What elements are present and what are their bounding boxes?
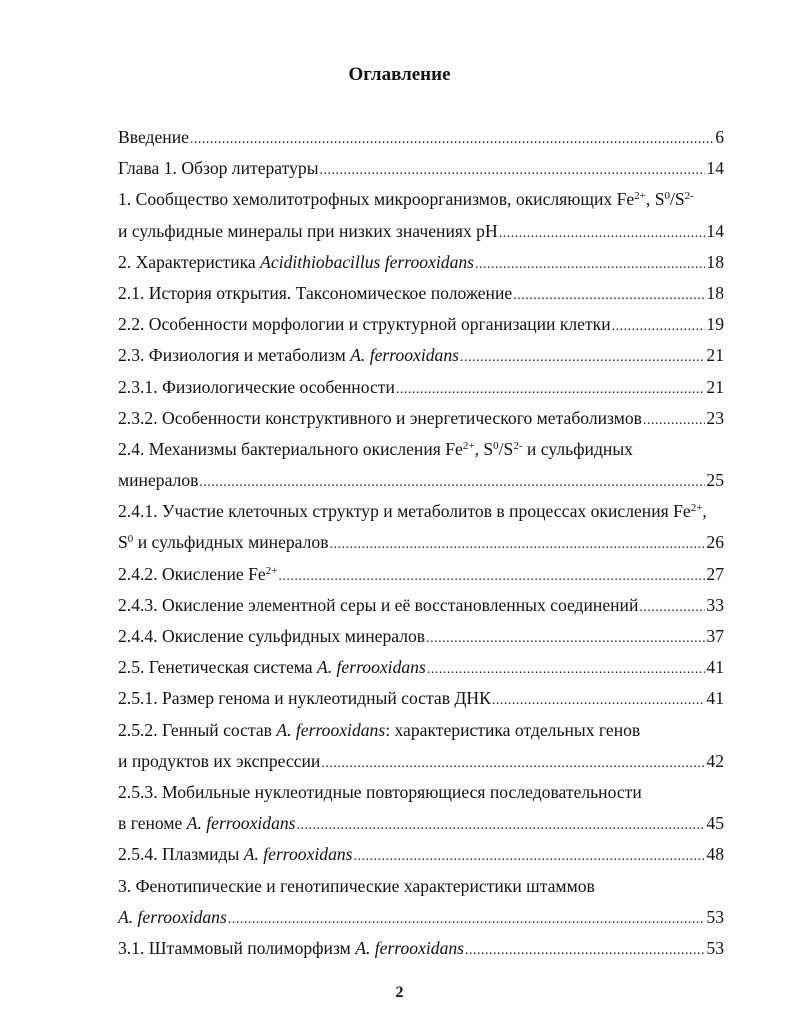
toc-entry-title — [118, 811, 296, 836]
toc-entry-title — [118, 281, 512, 306]
species-name: A. ferrooxidans — [243, 844, 353, 865]
toc-entry — [118, 749, 724, 780]
toc-text: 2.5.4. Плазмиды — [118, 844, 244, 865]
toc-page-number: 45 — [706, 813, 724, 834]
superscript: 2+ — [265, 564, 278, 577]
toc-entry — [118, 125, 724, 156]
dot-leader — [612, 314, 706, 339]
species-name: A. ferrooxidans — [118, 906, 227, 927]
toc-entry-title — [118, 905, 227, 930]
toc-page-number: 27 — [706, 563, 724, 584]
toc-entry-title — [118, 250, 474, 275]
toc-text: и сульфидных минералов — [133, 532, 329, 553]
toc-text: 2.4. Механизмы бактериального окисления Fe — [118, 438, 463, 459]
dot-leader — [190, 127, 714, 152]
dot-leader — [321, 751, 705, 776]
toc-entry-title — [118, 874, 595, 899]
toc-entry — [118, 780, 724, 811]
toc-entry — [118, 936, 724, 967]
toc-page-number: 26 — [706, 532, 724, 553]
toc-entry-title — [118, 718, 640, 743]
toc-page-number: 37 — [706, 626, 724, 646]
toc-text: , — [702, 501, 707, 522]
toc-page-number: 42 — [706, 750, 724, 771]
toc-entry — [118, 905, 724, 936]
toc-entry — [118, 343, 724, 374]
toc-text: 2.3. Физиология и метаболизм — [118, 345, 351, 366]
superscript: 2+ — [462, 439, 475, 452]
toc-text: в геноме — [118, 813, 187, 834]
toc-text: и сульфидные минералы при низких значениях pH — [118, 220, 498, 241]
toc-text: 2.5.1. Размер генома и нуклеотидный состав ДНК — [118, 688, 491, 709]
toc-page-number: 25 — [706, 470, 724, 491]
toc-text: 3. Фенотипические и генотипические характеристики штаммов — [118, 875, 595, 896]
toc-entry-title — [118, 593, 638, 618]
toc-text: 2.2. Особенности морфологии и структурной организации клетки — [118, 314, 611, 335]
species-name: A. ferrooxidans — [186, 813, 296, 834]
dot-leader — [427, 657, 706, 682]
toc-text: S — [118, 532, 128, 553]
toc-page-number: 14 — [706, 220, 724, 241]
toc-entry — [118, 375, 724, 406]
toc-entry — [118, 250, 724, 281]
toc-entry-title — [118, 686, 491, 711]
toc-page-number: 41 — [706, 657, 724, 678]
dot-leader — [639, 595, 705, 620]
toc-entry — [118, 437, 724, 468]
dot-leader — [396, 377, 706, 402]
toc-text: 2.5.2. Генный состав — [118, 719, 277, 740]
toc-entry — [118, 219, 724, 250]
toc-text: , S — [645, 189, 665, 210]
toc-text: минералов — [118, 470, 199, 491]
dot-leader — [320, 158, 706, 183]
species-name: A. ferrooxidans — [355, 937, 465, 958]
toc-text: 2.3.1. Физиологические особенности — [118, 376, 395, 397]
toc-page-number: 48 — [706, 844, 724, 865]
dot-leader — [426, 626, 705, 651]
toc-entry-title — [118, 468, 198, 493]
dot-leader — [228, 907, 706, 932]
species-name: Acidithiobacillus ferrooxidans — [260, 251, 475, 272]
superscript: 2- — [513, 439, 523, 452]
toc-entry-title — [118, 749, 320, 774]
toc-entry — [118, 499, 724, 530]
toc-entry-title — [118, 780, 642, 805]
table-of-contents — [118, 125, 724, 967]
toc-text: 2.4.4. Окисление сульфидных минералов — [118, 626, 426, 646]
toc-page-number: 41 — [706, 688, 724, 709]
toc-page-number: 53 — [706, 906, 724, 927]
toc-text: 2.5.3. Мобильные нуклеотидные повторяющиеся последовательности — [118, 781, 642, 802]
toc-page-number: 23 — [706, 407, 724, 428]
superscript: 0 — [493, 439, 499, 452]
toc-text: 1. Сообщество хемолитотрофных микроорганизмов, окисляющих Fe — [118, 189, 635, 210]
toc-entry — [118, 686, 724, 717]
toc-entry-title — [118, 375, 395, 400]
toc-text: 3.1. Штаммовый полиморфизм — [118, 937, 356, 958]
superscript: 0 — [127, 533, 134, 546]
toc-page-number: 19 — [706, 314, 724, 335]
species-name: A. ferrooxidans — [350, 345, 459, 366]
toc-entry-title — [118, 499, 707, 524]
toc-text: 2.5. Генетическая система — [118, 657, 317, 678]
toc-entry — [118, 874, 724, 905]
toc-text: и продуктов их экспрессии — [118, 750, 321, 771]
toc-page-number: 33 — [706, 594, 724, 615]
dot-leader — [475, 252, 705, 277]
toc-text: 2.4.1. Участие клеточных структур и метаболитов в процессах окисления Fe — [118, 501, 691, 522]
toc-entry-title — [118, 437, 633, 462]
toc-entry — [118, 718, 724, 749]
toc-text: Глава 1. Обзор литературы — [118, 158, 319, 179]
page-number: 2 — [395, 984, 404, 1001]
dot-leader — [513, 283, 705, 308]
toc-entry-title — [118, 936, 464, 961]
dot-leader — [499, 221, 706, 246]
toc-text: Введение — [118, 127, 189, 147]
toc-page-number: 18 — [706, 282, 724, 303]
superscript: 2+ — [634, 190, 646, 203]
toc-entry-title — [118, 156, 319, 181]
dot-leader — [460, 345, 705, 370]
toc-entry-title — [118, 624, 425, 649]
toc-entry — [118, 530, 724, 561]
toc-entry — [118, 624, 724, 655]
toc-page-number: 6 — [715, 127, 724, 147]
toc-entry-title — [118, 655, 426, 680]
toc-entry — [118, 156, 724, 187]
toc-entry — [118, 593, 724, 624]
toc-text: 2.4.2. Окисление Fe — [118, 563, 266, 584]
toc-entry-title — [118, 530, 329, 555]
toc-entry-title — [118, 842, 353, 867]
toc-page-number: 53 — [706, 937, 724, 958]
toc-entry-title — [118, 187, 694, 212]
toc-text: /S — [498, 438, 514, 459]
superscript: 0 — [664, 190, 670, 203]
species-name: A. ferrooxidans — [276, 719, 386, 740]
superscript: 2- — [684, 190, 694, 203]
toc-entry — [118, 187, 724, 218]
dot-leader — [354, 844, 706, 869]
toc-text: 2. Характеристика — [118, 251, 261, 272]
toc-page-number: 14 — [706, 158, 724, 179]
dot-leader — [643, 408, 705, 433]
toc-entry-title — [118, 219, 498, 244]
dot-leader — [278, 564, 705, 589]
toc-entry-title — [118, 125, 189, 150]
toc-text: : характеристика отдельных генов — [385, 719, 641, 740]
toc-entry — [118, 468, 724, 499]
toc-entry — [118, 811, 724, 842]
superscript: 2+ — [690, 502, 703, 515]
toc-entry-title — [118, 312, 611, 337]
page-title: Оглавление — [348, 64, 451, 85]
toc-text: 2.1. История открытия. Таксономическое положение — [118, 282, 513, 303]
toc-entry — [118, 281, 724, 312]
dot-leader — [465, 938, 705, 963]
toc-text: и сульфидных — [522, 438, 633, 459]
toc-entry-title — [118, 343, 459, 368]
toc-text: 2.3.2. Особенности конструктивного и энергетического метаболизмов — [118, 407, 642, 428]
toc-entry — [118, 562, 724, 593]
toc-entry-title — [118, 406, 642, 431]
toc-text: 2.4.3. Окисление элементной серы и её восстановленных соединений — [118, 594, 639, 615]
species-name: A. ferrooxidans — [317, 657, 426, 678]
dot-leader — [199, 470, 705, 495]
toc-entry — [118, 655, 724, 686]
toc-text: /S — [669, 189, 685, 210]
dot-leader — [297, 813, 706, 838]
toc-entry-title — [118, 562, 277, 587]
toc-entry — [118, 406, 724, 437]
toc-text: , S — [474, 438, 494, 459]
toc-entry — [118, 312, 724, 343]
dot-leader — [330, 532, 706, 557]
toc-entry — [118, 842, 724, 873]
toc-page-number: 21 — [706, 345, 724, 366]
dot-leader — [492, 688, 706, 713]
toc-page-number: 18 — [706, 251, 724, 272]
toc-page-number: 21 — [706, 376, 724, 397]
